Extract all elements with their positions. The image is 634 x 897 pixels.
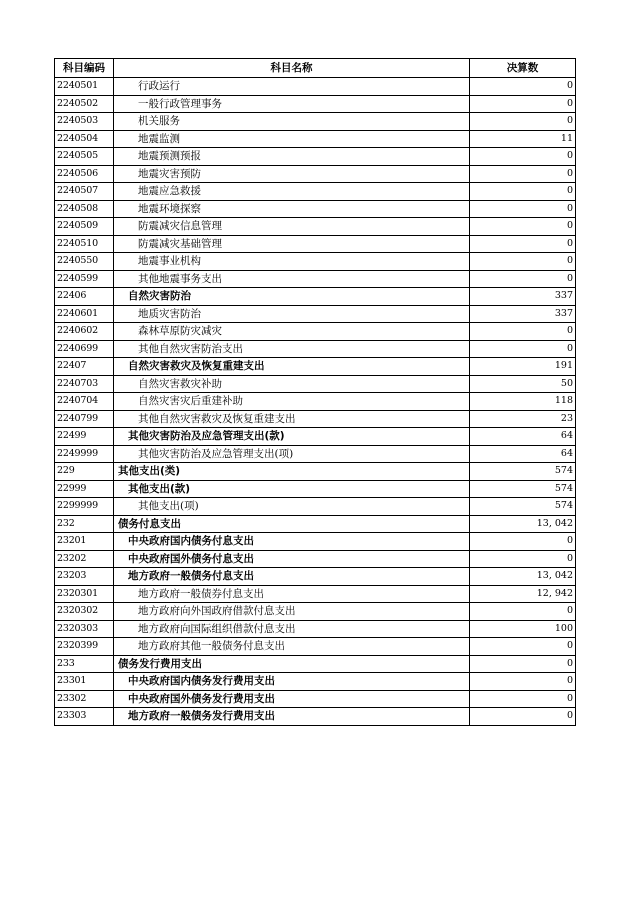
table-row xyxy=(55,655,576,673)
table-row xyxy=(55,148,576,166)
table-row xyxy=(55,270,576,288)
row-amount: 0 xyxy=(470,218,576,236)
table-row xyxy=(55,708,576,726)
row-amount: 0 xyxy=(470,690,576,708)
row-name: 地震预测预报 xyxy=(114,148,470,166)
table-row xyxy=(55,165,576,183)
row-amount: 100 xyxy=(470,620,576,638)
row-name: 机关服务 xyxy=(114,113,470,131)
row-code: 2240699 xyxy=(55,340,114,358)
row-name: 行政运行 xyxy=(114,78,470,96)
row-code: 2240704 xyxy=(55,393,114,411)
row-amount: 0 xyxy=(470,708,576,726)
table-row xyxy=(55,463,576,481)
row-amount: 191 xyxy=(470,358,576,376)
table-row xyxy=(55,78,576,96)
row-name: 地方政府一般债务付息支出 xyxy=(114,568,470,586)
header-amount: 决算数 xyxy=(470,59,576,78)
row-name: 债务发行费用支出 xyxy=(114,655,470,673)
row-code: 2240703 xyxy=(55,375,114,393)
table-row xyxy=(55,130,576,148)
row-name: 自然灾害灾后重建补助 xyxy=(114,393,470,411)
row-name: 其他支出(款) xyxy=(114,480,470,498)
table-row xyxy=(55,200,576,218)
table-row xyxy=(55,515,576,533)
row-amount: 13, 042 xyxy=(470,568,576,586)
row-name: 其他地震事务支出 xyxy=(114,270,470,288)
row-code: 2299999 xyxy=(55,498,114,516)
row-name: 防震减灾基础管理 xyxy=(114,235,470,253)
row-code: 23303 xyxy=(55,708,114,726)
header-code: 科目编码 xyxy=(55,59,114,78)
row-name: 地震监测 xyxy=(114,130,470,148)
row-name: 森林草原防灾减灾 xyxy=(114,323,470,341)
row-name: 其他支出(项) xyxy=(114,498,470,516)
row-amount: 0 xyxy=(470,603,576,621)
row-code: 2240550 xyxy=(55,253,114,271)
row-name: 地震灾害预防 xyxy=(114,165,470,183)
row-name: 地方政府向国际组织借款付息支出 xyxy=(114,620,470,638)
row-name: 地方政府向外国政府借款付息支出 xyxy=(114,603,470,621)
row-code: 22499 xyxy=(55,428,114,446)
row-name: 地方政府一般债券付息支出 xyxy=(114,585,470,603)
row-amount: 0 xyxy=(470,78,576,96)
table-row xyxy=(55,235,576,253)
table-row xyxy=(55,305,576,323)
row-code: 2320399 xyxy=(55,638,114,656)
table-row xyxy=(55,620,576,638)
table-row xyxy=(55,113,576,131)
row-amount: 0 xyxy=(470,200,576,218)
row-amount: 574 xyxy=(470,498,576,516)
row-name: 自然灾害救灾及恢复重建支出 xyxy=(114,358,470,376)
row-code: 2240503 xyxy=(55,113,114,131)
table-row xyxy=(55,603,576,621)
row-amount: 574 xyxy=(470,463,576,481)
row-amount: 0 xyxy=(470,655,576,673)
row-name: 防震减灾信息管理 xyxy=(114,218,470,236)
row-name: 中央政府国外债务付息支出 xyxy=(114,550,470,568)
header-name: 科目名称 xyxy=(114,59,470,78)
table-row xyxy=(55,445,576,463)
row-name: 地方政府一般债务发行费用支出 xyxy=(114,708,470,726)
table-header-row xyxy=(55,59,576,78)
row-code: 23203 xyxy=(55,568,114,586)
row-code: 2240507 xyxy=(55,183,114,201)
row-amount: 12, 942 xyxy=(470,585,576,603)
table-row xyxy=(55,690,576,708)
row-code: 2320303 xyxy=(55,620,114,638)
row-code: 2240504 xyxy=(55,130,114,148)
row-amount: 337 xyxy=(470,305,576,323)
row-amount: 64 xyxy=(470,428,576,446)
row-code: 2240508 xyxy=(55,200,114,218)
row-amount: 0 xyxy=(470,95,576,113)
table-row xyxy=(55,638,576,656)
row-amount: 13, 042 xyxy=(470,515,576,533)
row-code: 22406 xyxy=(55,288,114,306)
table-row xyxy=(55,410,576,428)
row-code: 2249999 xyxy=(55,445,114,463)
row-name: 地震环境探察 xyxy=(114,200,470,218)
row-amount: 337 xyxy=(470,288,576,306)
row-amount: 0 xyxy=(470,638,576,656)
row-amount: 0 xyxy=(470,253,576,271)
row-code: 2240502 xyxy=(55,95,114,113)
row-amount: 0 xyxy=(470,183,576,201)
row-code: 23202 xyxy=(55,550,114,568)
table-row xyxy=(55,375,576,393)
table-row xyxy=(55,323,576,341)
row-amount: 0 xyxy=(470,533,576,551)
table-row xyxy=(55,288,576,306)
row-code: 2240599 xyxy=(55,270,114,288)
row-code: 22407 xyxy=(55,358,114,376)
row-name: 其他灾害防治及应急管理支出(项) xyxy=(114,445,470,463)
table-row xyxy=(55,340,576,358)
table-row xyxy=(55,585,576,603)
row-amount: 574 xyxy=(470,480,576,498)
table-row xyxy=(55,533,576,551)
table-row xyxy=(55,95,576,113)
row-amount: 118 xyxy=(470,393,576,411)
row-amount: 64 xyxy=(470,445,576,463)
table-row xyxy=(55,393,576,411)
row-name: 地震事业机构 xyxy=(114,253,470,271)
row-code: 2240601 xyxy=(55,305,114,323)
row-code: 232 xyxy=(55,515,114,533)
row-name: 其他灾害防治及应急管理支出(款) xyxy=(114,428,470,446)
row-name: 中央政府国内债务付息支出 xyxy=(114,533,470,551)
row-name: 一般行政管理事务 xyxy=(114,95,470,113)
row-amount: 50 xyxy=(470,375,576,393)
row-amount: 23 xyxy=(470,410,576,428)
row-name: 自然灾害防治 xyxy=(114,288,470,306)
row-amount: 0 xyxy=(470,323,576,341)
row-name: 地震应急救援 xyxy=(114,183,470,201)
row-name: 地方政府其他一般债务付息支出 xyxy=(114,638,470,656)
row-amount: 0 xyxy=(470,340,576,358)
table-row xyxy=(55,218,576,236)
row-code: 2240509 xyxy=(55,218,114,236)
row-name: 自然灾害救灾补助 xyxy=(114,375,470,393)
budget-table xyxy=(54,58,576,726)
row-code: 23301 xyxy=(55,673,114,691)
row-amount: 0 xyxy=(470,165,576,183)
table-row xyxy=(55,498,576,516)
table-row xyxy=(55,358,576,376)
row-code: 233 xyxy=(55,655,114,673)
row-name: 地质灾害防治 xyxy=(114,305,470,323)
row-amount: 0 xyxy=(470,235,576,253)
row-code: 2240505 xyxy=(55,148,114,166)
row-name: 债务付息支出 xyxy=(114,515,470,533)
table-row xyxy=(55,673,576,691)
row-code: 23302 xyxy=(55,690,114,708)
row-name: 其他自然灾害救灾及恢复重建支出 xyxy=(114,410,470,428)
table-row xyxy=(55,550,576,568)
row-amount: 0 xyxy=(470,148,576,166)
table-row xyxy=(55,568,576,586)
row-amount: 0 xyxy=(470,673,576,691)
row-code: 2320301 xyxy=(55,585,114,603)
table-row xyxy=(55,253,576,271)
row-name: 其他支出(类) xyxy=(114,463,470,481)
row-code: 23201 xyxy=(55,533,114,551)
row-code: 2240506 xyxy=(55,165,114,183)
row-code: 229 xyxy=(55,463,114,481)
row-name: 中央政府国外债务发行费用支出 xyxy=(114,690,470,708)
row-name: 其他自然灾害防治支出 xyxy=(114,340,470,358)
row-amount: 0 xyxy=(470,270,576,288)
table-row xyxy=(55,183,576,201)
table-row xyxy=(55,428,576,446)
row-amount: 0 xyxy=(470,550,576,568)
row-code: 22999 xyxy=(55,480,114,498)
row-amount: 0 xyxy=(470,113,576,131)
row-code: 2240799 xyxy=(55,410,114,428)
row-code: 2320302 xyxy=(55,603,114,621)
row-amount: 11 xyxy=(470,130,576,148)
row-code: 2240510 xyxy=(55,235,114,253)
table-row xyxy=(55,480,576,498)
row-code: 2240501 xyxy=(55,78,114,96)
row-code: 2240602 xyxy=(55,323,114,341)
row-name: 中央政府国内债务发行费用支出 xyxy=(114,673,470,691)
